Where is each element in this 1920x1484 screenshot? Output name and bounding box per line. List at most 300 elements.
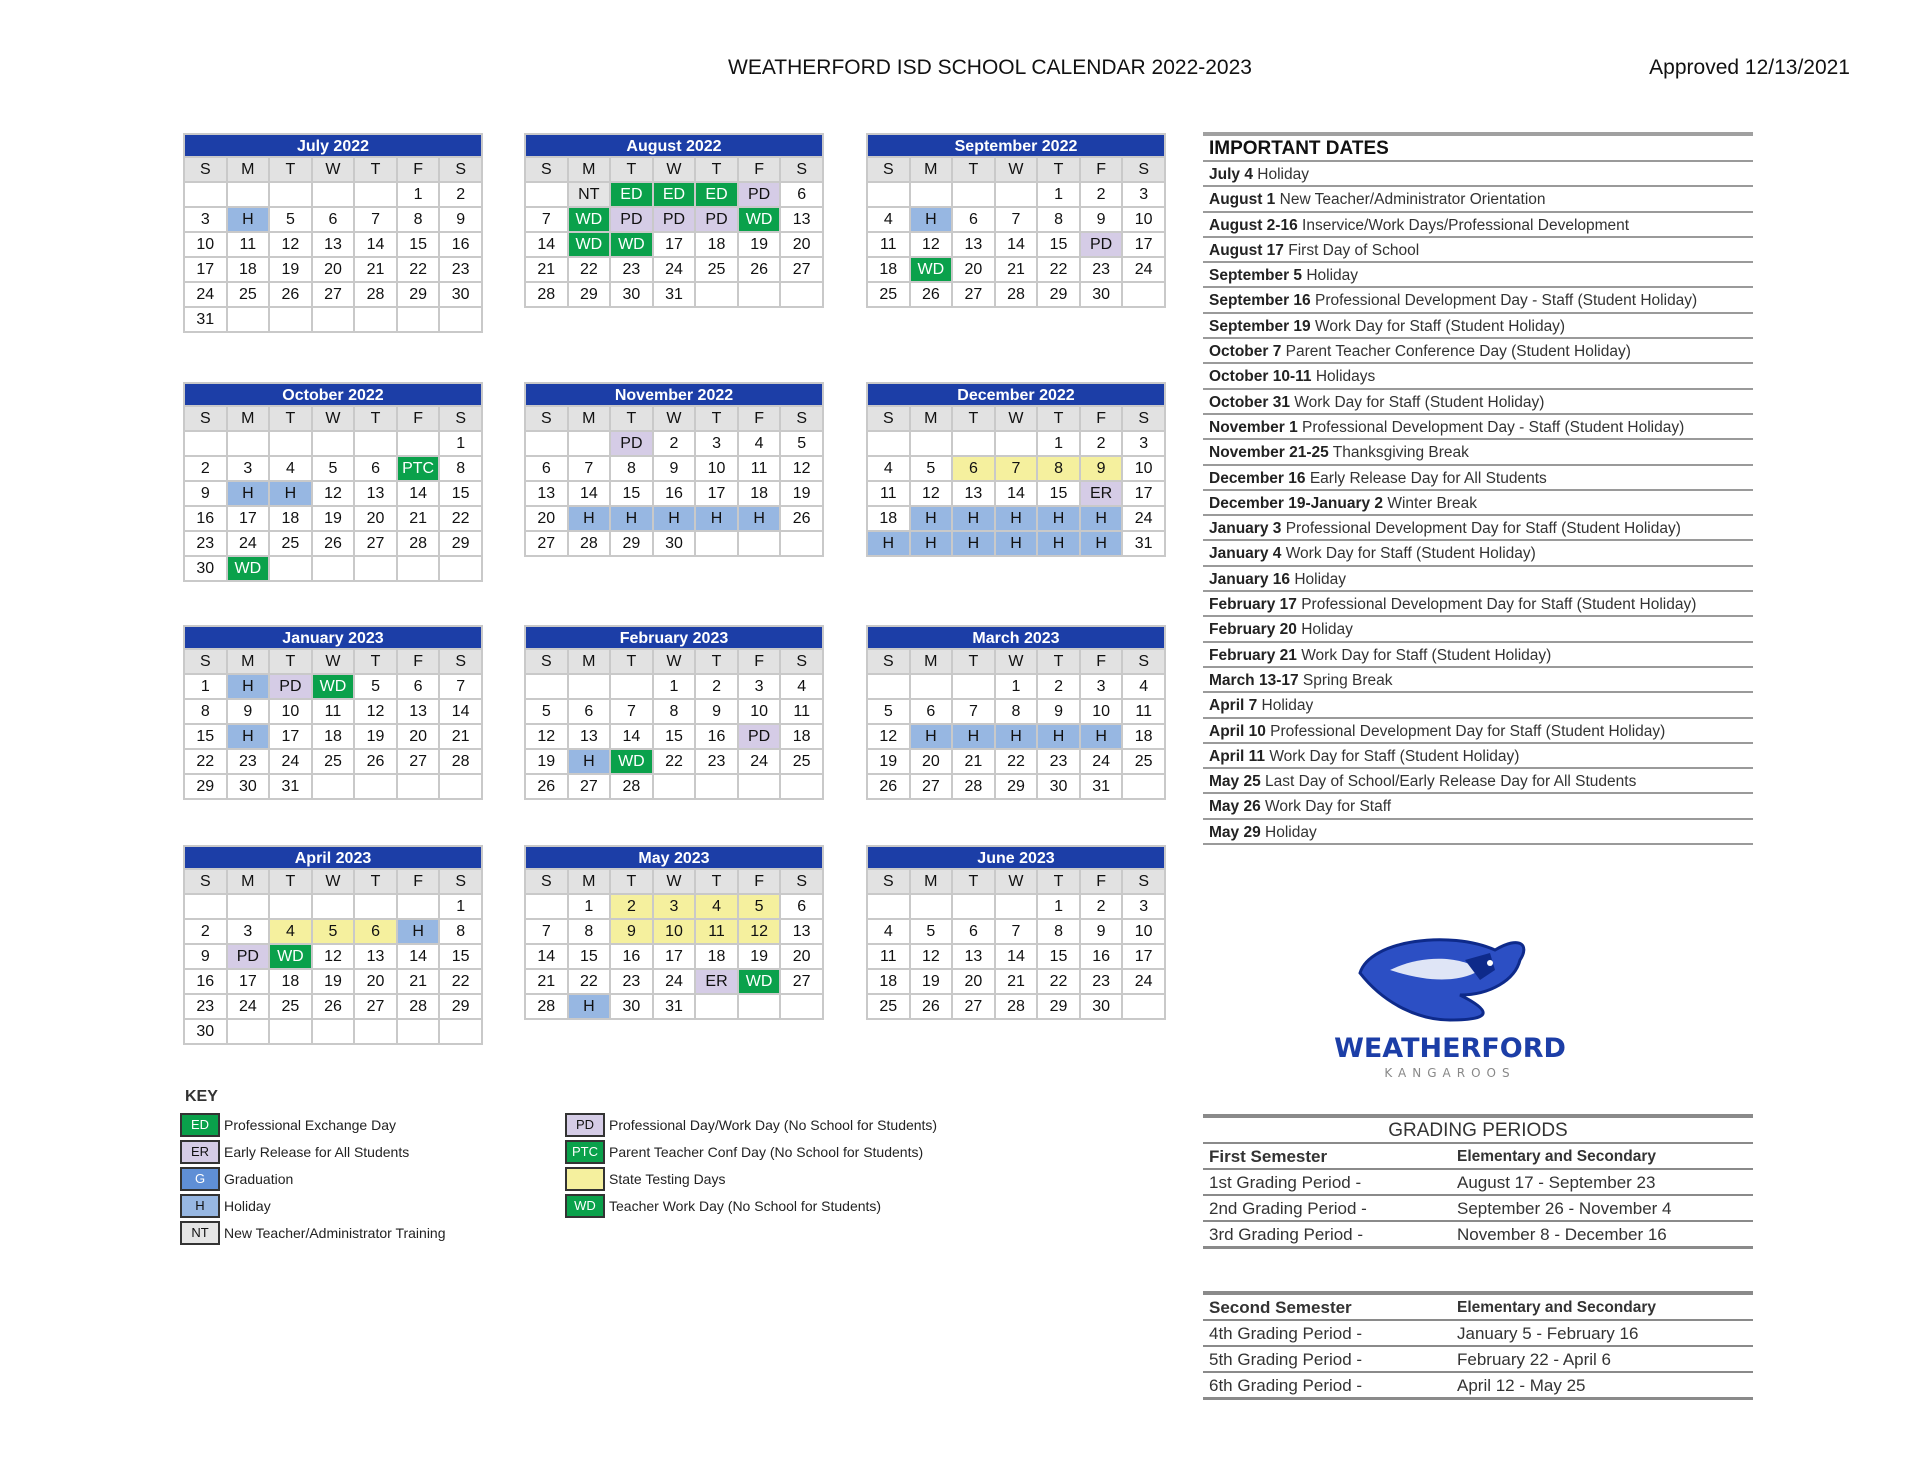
day-cell: 21: [439, 724, 482, 749]
day-cell: 28: [439, 749, 482, 774]
weekday-header: T: [610, 406, 653, 431]
weekday-header: T: [269, 649, 312, 674]
day-cell: WD: [227, 556, 270, 581]
empty-cell: [867, 674, 910, 699]
day-cell: WD: [610, 749, 653, 774]
day-cell: 4: [738, 431, 781, 456]
empty-cell: [695, 994, 738, 1019]
day-cell: 11: [695, 919, 738, 944]
empty-cell: [269, 1019, 312, 1044]
day-cell: H: [568, 994, 611, 1019]
day-cell: 14: [397, 944, 440, 969]
day-cell: 14: [525, 232, 568, 257]
day-cell: 13: [397, 699, 440, 724]
day-cell: 19: [269, 257, 312, 282]
empty-cell: [695, 774, 738, 799]
day-cell: WD: [269, 944, 312, 969]
weekday-header: M: [910, 406, 953, 431]
day-cell: 15: [439, 944, 482, 969]
day-cell: 3: [1122, 431, 1165, 456]
weekday-header: M: [227, 869, 270, 894]
day-cell: 24: [184, 282, 227, 307]
month-table: [183, 156, 483, 333]
day-cell: 27: [312, 282, 355, 307]
important-date: September 16: [1209, 292, 1311, 310]
month-calendar: [524, 625, 824, 800]
day-cell: 6: [397, 674, 440, 699]
day-cell: 21: [354, 257, 397, 282]
day-cell: PD: [610, 431, 653, 456]
day-cell: 6: [312, 207, 355, 232]
weekday-header: S: [525, 406, 568, 431]
day-cell: 20: [312, 257, 355, 282]
day-cell: 21: [995, 969, 1038, 994]
day-cell: 18: [269, 506, 312, 531]
empty-cell: [312, 307, 355, 332]
day-cell: WD: [738, 207, 781, 232]
day-cell: 4: [780, 674, 823, 699]
important-date: April 10: [1209, 722, 1266, 740]
day-cell: 11: [780, 699, 823, 724]
day-cell: 15: [1037, 481, 1080, 506]
day-cell: PD: [610, 207, 653, 232]
weekday-header: F: [1080, 649, 1123, 674]
key-swatch: ED: [180, 1113, 220, 1137]
day-cell: 28: [397, 531, 440, 556]
semester-header: [1203, 1142, 1753, 1168]
important-date-desc: Holiday: [1306, 267, 1359, 285]
important-date-row: [1203, 286, 1753, 311]
month-table: [524, 405, 824, 557]
day-cell: 29: [397, 282, 440, 307]
calendar-key: [180, 1088, 980, 1268]
month-calendar: [866, 133, 1166, 308]
day-cell: 6: [780, 894, 823, 919]
day-cell: 26: [312, 531, 355, 556]
day-cell: 9: [1080, 207, 1123, 232]
day-cell: 2: [1080, 182, 1123, 207]
key-label: Early Release for All Students: [224, 1144, 410, 1160]
month-title: September 2022: [866, 133, 1166, 156]
important-date-desc: Work Day for Staff (Student Holiday): [1314, 317, 1566, 335]
empty-cell: [269, 431, 312, 456]
day-cell: 12: [910, 944, 953, 969]
empty-cell: [738, 774, 781, 799]
day-cell: 29: [568, 282, 611, 307]
grading-period-label: 2nd Grading Period -: [1209, 1199, 1367, 1218]
empty-cell: [738, 994, 781, 1019]
day-cell: 24: [227, 994, 270, 1019]
day-cell: 25: [312, 749, 355, 774]
weekday-header: S: [867, 869, 910, 894]
kangaroo-logo-graphic: [1330, 925, 1570, 1085]
empty-cell: [227, 1019, 270, 1044]
day-cell: 10: [269, 699, 312, 724]
day-cell: 12: [312, 944, 355, 969]
empty-cell: [354, 182, 397, 207]
day-cell: 22: [184, 749, 227, 774]
day-cell: 12: [780, 456, 823, 481]
day-cell: 30: [227, 774, 270, 799]
weekday-header: S: [525, 869, 568, 894]
semester-name: Second Semester: [1209, 1298, 1352, 1317]
day-cell: 10: [695, 456, 738, 481]
month-calendar: [524, 845, 824, 1020]
day-cell: H: [568, 749, 611, 774]
calendar-title: WEATHERFORD ISD SCHOOL CALENDAR 2022-2023: [728, 56, 1252, 79]
day-cell: 19: [780, 481, 823, 506]
weekday-header: T: [1037, 869, 1080, 894]
grading-period-label: 1st Grading Period -: [1209, 1173, 1362, 1192]
semester-name: First Semester: [1209, 1147, 1328, 1166]
empty-cell: [568, 674, 611, 699]
day-cell: 1: [397, 182, 440, 207]
important-date-row: [1203, 185, 1753, 210]
important-date: February 20: [1209, 621, 1297, 639]
month-title: April 2023: [183, 845, 483, 868]
day-cell: 31: [653, 282, 696, 307]
day-cell: 5: [269, 207, 312, 232]
day-cell: 20: [910, 749, 953, 774]
important-date-desc: Professional Development Day - Staff (Student Holiday): [1302, 418, 1685, 436]
empty-cell: [397, 1019, 440, 1044]
key-item: [180, 1112, 396, 1138]
key-item: [565, 1193, 881, 1219]
day-cell: 29: [610, 531, 653, 556]
weatherford-kangaroos-logo: [1330, 925, 1570, 1085]
weekday-header: S: [1122, 406, 1165, 431]
important-date-desc: Professional Development Day for Staff (Student Holiday): [1270, 722, 1666, 740]
day-cell: 20: [354, 969, 397, 994]
important-date-desc: Work Day for Staff: [1265, 798, 1392, 816]
day-cell: 23: [1080, 969, 1123, 994]
day-cell: 24: [738, 749, 781, 774]
day-cell: 1: [1037, 182, 1080, 207]
day-cell: 20: [780, 944, 823, 969]
day-cell: 26: [910, 994, 953, 1019]
weekday-header: T: [695, 649, 738, 674]
day-cell: 30: [1080, 994, 1123, 1019]
day-cell: 15: [653, 724, 696, 749]
day-cell: H: [695, 506, 738, 531]
day-cell: 18: [695, 232, 738, 257]
weekday-header: W: [312, 869, 355, 894]
key-label: Professional Exchange Day: [224, 1117, 396, 1133]
weekday-header: F: [1080, 406, 1123, 431]
weekday-header: S: [184, 157, 227, 182]
day-cell: 8: [1037, 207, 1080, 232]
empty-cell: [995, 182, 1038, 207]
day-cell: 17: [227, 506, 270, 531]
important-date-desc: Holiday: [1265, 823, 1317, 841]
weekday-header: T: [695, 869, 738, 894]
weekday-header: S: [184, 649, 227, 674]
empty-cell: [354, 431, 397, 456]
day-cell: 8: [995, 699, 1038, 724]
day-cell: 26: [312, 994, 355, 1019]
weekday-header: T: [354, 157, 397, 182]
logo-subtext: KANGAROOS: [1384, 1066, 1516, 1080]
day-cell: 11: [867, 944, 910, 969]
important-date-desc: Professional Development Day for Staff (Student Holiday): [1301, 596, 1697, 614]
weekday-header: M: [568, 157, 611, 182]
day-cell: 24: [1080, 749, 1123, 774]
day-cell: 9: [1080, 456, 1123, 481]
weekday-header: T: [269, 157, 312, 182]
day-cell: 2: [610, 894, 653, 919]
important-date-desc: Holiday: [1301, 621, 1353, 639]
day-cell: 11: [312, 699, 355, 724]
day-cell: PD: [653, 207, 696, 232]
important-date-desc: Work Day for Staff (Student Holiday): [1301, 646, 1552, 664]
day-cell: 30: [610, 994, 653, 1019]
day-cell: H: [269, 481, 312, 506]
important-date-desc: Holidays: [1315, 368, 1376, 386]
day-cell: 8: [439, 456, 482, 481]
day-cell: 28: [952, 774, 995, 799]
key-swatch: PD: [565, 1113, 605, 1137]
weekday-header: T: [952, 869, 995, 894]
day-cell: 7: [995, 207, 1038, 232]
day-cell: 25: [780, 749, 823, 774]
day-cell: 13: [780, 919, 823, 944]
day-cell: 7: [995, 456, 1038, 481]
day-cell: 15: [439, 481, 482, 506]
day-cell: 30: [184, 1019, 227, 1044]
day-cell: 22: [1037, 257, 1080, 282]
important-date-desc: Professional Development Day for Staff (Student Holiday): [1285, 520, 1681, 538]
empty-cell: [397, 307, 440, 332]
key-label: Teacher Work Day (No School for Students): [609, 1198, 882, 1214]
day-cell: 20: [780, 232, 823, 257]
important-date-desc: Holiday: [1294, 570, 1347, 588]
important-date-desc: Professional Development Day - Staff (Student Holiday): [1314, 292, 1698, 310]
day-cell: 6: [952, 919, 995, 944]
approval-date: Approved 12/13/2021: [1649, 56, 1850, 79]
day-cell: 7: [995, 919, 1038, 944]
key-swatch: NT: [180, 1221, 220, 1245]
important-date-row: [1203, 362, 1753, 387]
empty-cell: [695, 282, 738, 307]
important-date-desc: Holiday: [1261, 697, 1314, 715]
day-cell: 3: [1122, 894, 1165, 919]
day-cell: 6: [952, 207, 995, 232]
important-date-desc: Work Day for Staff (Student Holiday): [1294, 393, 1545, 411]
important-date: April 11: [1209, 747, 1265, 765]
day-cell: ER: [695, 969, 738, 994]
day-cell: 4: [269, 456, 312, 481]
empty-cell: [1122, 774, 1165, 799]
empty-cell: [952, 431, 995, 456]
key-item: [565, 1166, 725, 1192]
day-cell: H: [995, 506, 1038, 531]
month-table: [866, 156, 1166, 308]
important-date: December 19-January 2: [1209, 494, 1384, 512]
day-cell: 23: [439, 257, 482, 282]
day-cell: 24: [653, 257, 696, 282]
day-cell: 26: [738, 257, 781, 282]
empty-cell: [312, 431, 355, 456]
empty-cell: [227, 182, 270, 207]
day-cell: 6: [952, 456, 995, 481]
day-cell: 24: [1122, 969, 1165, 994]
day-cell: 19: [738, 232, 781, 257]
day-cell: 8: [653, 699, 696, 724]
day-cell: 17: [1122, 232, 1165, 257]
month-calendar: [866, 382, 1166, 557]
weekday-header: T: [952, 406, 995, 431]
weekday-header: F: [397, 649, 440, 674]
day-cell: 4: [867, 207, 910, 232]
important-date-row: [1203, 742, 1753, 767]
month-title: November 2022: [524, 382, 824, 405]
day-cell: H: [952, 506, 995, 531]
day-cell: 26: [269, 282, 312, 307]
day-cell: 17: [269, 724, 312, 749]
empty-cell: [780, 531, 823, 556]
day-cell: 27: [780, 969, 823, 994]
weekday-header: M: [910, 649, 953, 674]
empty-cell: [568, 431, 611, 456]
key-label: Holiday: [224, 1198, 271, 1214]
key-swatch: ER: [180, 1140, 220, 1164]
grading-period-label: 3rd Grading Period -: [1209, 1225, 1364, 1244]
day-cell: 17: [653, 232, 696, 257]
day-cell: 11: [738, 456, 781, 481]
day-cell: 1: [568, 894, 611, 919]
day-cell: H: [227, 724, 270, 749]
day-cell: 20: [354, 506, 397, 531]
day-cell: 2: [695, 674, 738, 699]
day-cell: 31: [1080, 774, 1123, 799]
important-date-desc: Work Day for Staff (Student Holiday): [1269, 747, 1520, 765]
important-date: February 21: [1209, 646, 1297, 664]
important-date-desc: New Teacher/Administrator Orientation: [1279, 191, 1546, 209]
day-cell: 19: [312, 969, 355, 994]
day-cell: 4: [269, 919, 312, 944]
day-cell: 14: [439, 699, 482, 724]
day-cell: 28: [525, 282, 568, 307]
weekday-header: T: [354, 406, 397, 431]
empty-cell: [397, 774, 440, 799]
important-date: February 17: [1209, 596, 1297, 614]
day-cell: 23: [610, 969, 653, 994]
day-cell: 15: [184, 724, 227, 749]
day-cell: 9: [1037, 699, 1080, 724]
day-cell: 14: [995, 232, 1038, 257]
empty-cell: [780, 774, 823, 799]
grading-periods: [1203, 1114, 1753, 1400]
empty-cell: [439, 307, 482, 332]
empty-cell: [695, 531, 738, 556]
day-cell: 25: [695, 257, 738, 282]
day-cell: 9: [695, 699, 738, 724]
day-cell: 20: [397, 724, 440, 749]
day-cell: 23: [1080, 257, 1123, 282]
important-date-row: [1203, 211, 1753, 236]
day-cell: 13: [568, 724, 611, 749]
day-cell: WD: [610, 232, 653, 257]
empty-cell: [354, 774, 397, 799]
day-cell: 27: [910, 774, 953, 799]
day-cell: H: [910, 531, 953, 556]
important-dates: [1203, 132, 1753, 845]
day-cell: 1: [439, 894, 482, 919]
day-cell: 10: [1122, 456, 1165, 481]
day-cell: 21: [952, 749, 995, 774]
day-cell: 27: [354, 531, 397, 556]
empty-cell: [867, 431, 910, 456]
day-cell: 11: [867, 481, 910, 506]
day-cell: 3: [653, 894, 696, 919]
grading-period-range: January 5 - February 16: [1457, 1324, 1639, 1343]
empty-cell: [397, 894, 440, 919]
day-cell: 16: [1080, 944, 1123, 969]
weekday-header: W: [653, 406, 696, 431]
day-cell: 9: [227, 699, 270, 724]
day-cell: 25: [867, 282, 910, 307]
day-cell: H: [1037, 724, 1080, 749]
day-cell: 15: [1037, 232, 1080, 257]
important-date-row: [1203, 717, 1753, 742]
grading-period-range: April 12 - May 25: [1457, 1376, 1586, 1395]
day-cell: H: [1080, 531, 1123, 556]
day-cell: H: [610, 506, 653, 531]
day-cell: 18: [780, 724, 823, 749]
empty-cell: [910, 894, 953, 919]
day-cell: 3: [227, 456, 270, 481]
day-cell: 9: [653, 456, 696, 481]
weekday-header: T: [269, 869, 312, 894]
day-cell: 18: [1122, 724, 1165, 749]
important-date-row: [1203, 489, 1753, 514]
day-cell: 29: [1037, 994, 1080, 1019]
important-date-desc: Last Day of School/Early Release Day for All Students: [1265, 773, 1637, 791]
weekday-header: T: [695, 157, 738, 182]
day-cell: 22: [439, 969, 482, 994]
month-table: [524, 648, 824, 800]
month-calendar: [183, 625, 483, 800]
weekday-header: T: [952, 157, 995, 182]
day-cell: 21: [397, 969, 440, 994]
day-cell: 5: [525, 699, 568, 724]
weekday-header: T: [695, 406, 738, 431]
day-cell: 13: [354, 944, 397, 969]
day-cell: 27: [568, 774, 611, 799]
day-cell: 31: [653, 994, 696, 1019]
day-cell: 12: [354, 699, 397, 724]
day-cell: 17: [653, 944, 696, 969]
weekday-header: S: [1122, 649, 1165, 674]
day-cell: 27: [397, 749, 440, 774]
important-date-row: [1203, 590, 1753, 615]
weekday-header: T: [1037, 157, 1080, 182]
important-date-row: [1203, 792, 1753, 817]
weekday-header: M: [227, 157, 270, 182]
grading-period-range: August 17 - September 23: [1457, 1173, 1656, 1192]
day-cell: 30: [610, 282, 653, 307]
day-cell: 26: [354, 749, 397, 774]
day-cell: H: [568, 506, 611, 531]
day-cell: 3: [738, 674, 781, 699]
key-label: Professional Day/Work Day (No School for Students): [609, 1117, 938, 1133]
empty-cell: [439, 774, 482, 799]
weekday-header: W: [653, 649, 696, 674]
weekday-header: S: [439, 869, 482, 894]
weekday-header: S: [780, 869, 823, 894]
important-date: May 29: [1209, 823, 1261, 841]
weekday-header: W: [312, 406, 355, 431]
